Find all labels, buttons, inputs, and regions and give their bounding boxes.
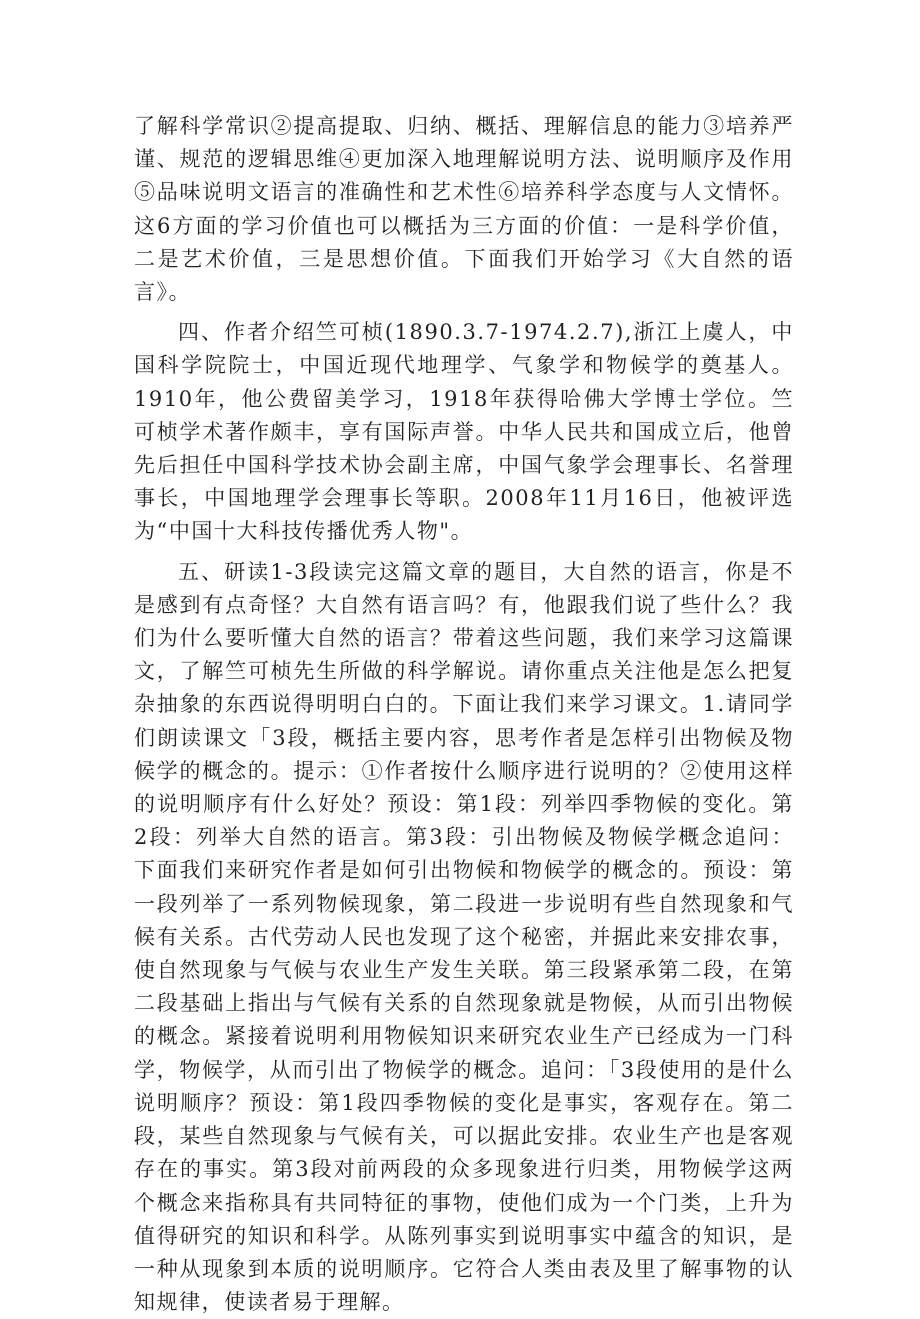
paragraph-author-intro: 四、作者介绍竺可桢(1890.3.7-1974.2.7),浙江上虞人，中国科学院院士，中国近现代地理学、气象学和物候学的奠基人。1910年，他公费留美学习，1918年获得哈佛大学博士学位。竺可桢学术著作颇丰，享有国际声誉。中华人民共和国成立后，他曾先后担任中国科学技术协会副主席，中国气象学会理事长、名誉理事长，中国地理学会理事长等职。2008年11月16日，他被评选为“中国十大科技传播优秀人物"。 [134,320,794,544]
paragraph-study-sections: 五、研读1-3段读完这篇文章的题目，大自然的语言，你是不是感到有点奇怪？大自然有语言吗？有，他跟我们说了些什么？我们为什么要听懂大自然的语言？带着这些问题，我们来学习这篇课文，了解竺可桢先生所做的科学解说。请你重点关注他是怎么把复杂抽象的东西说得明明白白的。下面让我们来学习课文。1.请同学们朗读课文「3段，概括主要内容，思考作者是怎样引出物候及物候学的概念的。提示：①作者按什么顺序进行说明的？②使用这样的说明顺序有什么好处？预设：第1段：列举四季物候的变化。第2段：列举大自然的语言。第3段：引出物候及物候学概念追问：下面我们来研究作者是如何引出物候和物候学的概念的。预设：第一段列举了一系列物候现象，第二段进一步说明有些自然现象和气候有关系。古代劳动人民也发现了这个秘密，并据此来安排农事，使自然现象与气候与农业生产发生关联。第三段紧承第二段，在第二段基础上指出与气候有关系的自然现象就是物候，从而引出物候的概念。紧接着说明利用物候知识来研究农业生产已经成为一门科学，物候学，从而引出了物候学的概念。追问：「3段使用的是什么说明顺序？预设：第1段四季物候的变化是事实，客观存在。第二段，某些自然现象与气候有关，可以据此安排。农业生产也是客观存在的事实。第3段对前两段的众多现象进行归类，用物候学这两个概念来指称具有共同特征的事物，使他们成为一个门类，上升为值得研究的知识和科学。从陈列事实到说明事实中蕴含的知识，是一种从现象到本质的说明顺序。它符合人类由表及里了解事物的认知规律，使读者易于理解。 [134,559,794,1315]
paragraph-learning-value: 了解科学常识②提高提取、归纳、概括、理解信息的能力③培养严谨、规范的逻辑思维④更加深入地理解说明方法、说明顺序及作用⑤品味说明文语言的准确性和艺术性⑥培养科学态度与人文情怀。这6方面的学习价值也可以概括为三方面的价值：一是科学价值，二是艺术价值，三是思想价值。下面我们开始学习《大自然的语言》。 [134,114,794,305]
document-body [134,110,794,1319]
